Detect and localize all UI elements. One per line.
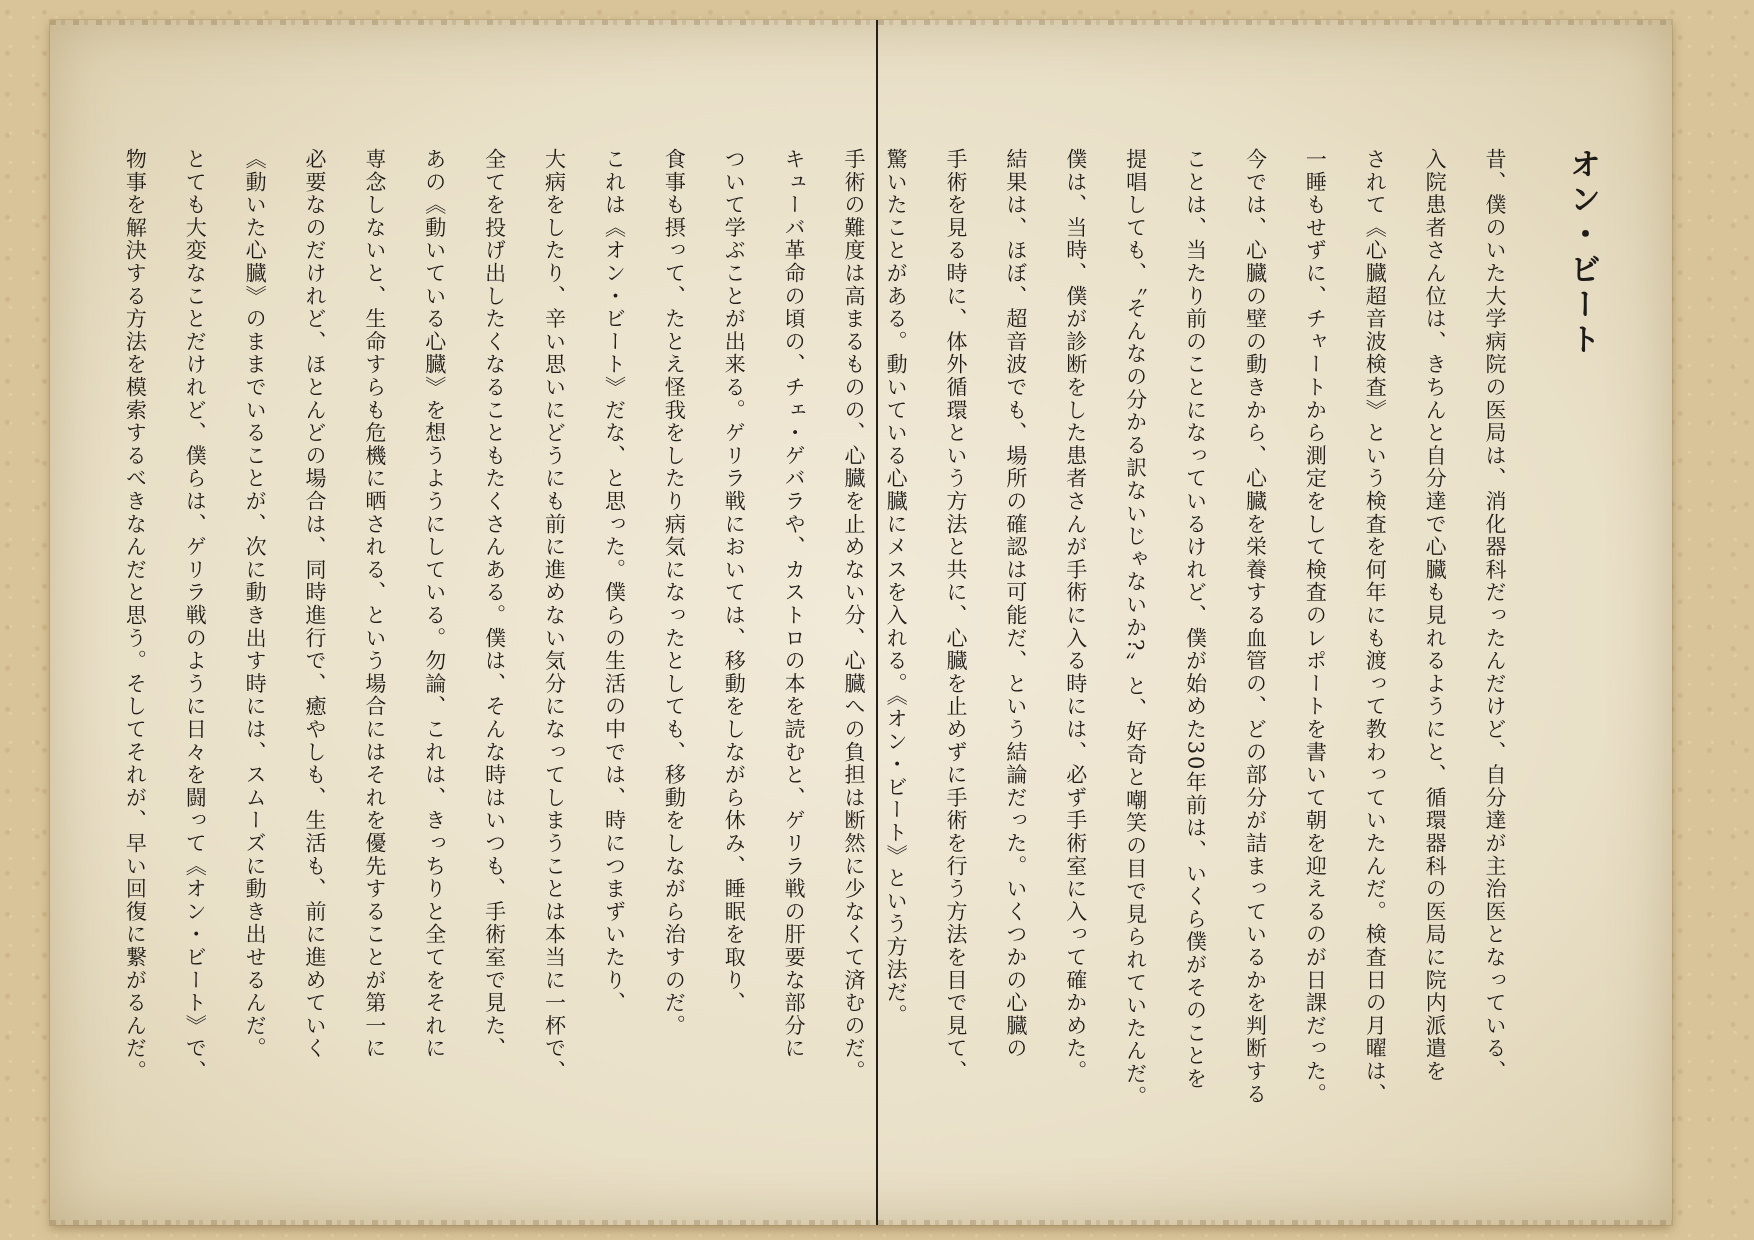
text-line: これは《オン・ビート》だな、と思った。僕らの生活の中では、時につまずいたり、 xyxy=(602,148,627,1015)
right-page-text xyxy=(885,148,1505,1208)
text-line: 提唱しても、〝そんなの分かる訳ないじゃないか?〟と、好奇と嘲笑の目で見られていたんだ。 xyxy=(1123,148,1148,1109)
text-line: 入院患者さん位は、きちんと自分達で心臓も見れるようにと、循環器科の医局に院内派遣を xyxy=(1423,148,1448,1083)
text-line: 一睡もせずに、チャートから測定をして検査のレポートを書いて朝を迎えるのが日課だった。 xyxy=(1303,148,1328,1106)
text-line: 手術を見る時に、体外循環という方法と共に、心臓を止めずに手術を行う方法を目で見て、 xyxy=(943,148,968,1083)
left-page xyxy=(106,148,864,1208)
text-line: 手術の難度は高まるものの、心臓を止めない分、心臓への負担は断然に少なくて済むのだ。 xyxy=(842,148,866,1083)
text-line: されて《心臓超音波検査》という検査を何年にも渡って教わっていたんだ。検査日の月曜は、 xyxy=(1363,148,1388,1106)
text-line: 僕は、当時、僕が診断をした患者さんが手術に入る時には、必ず手術室に入って確かめた。 xyxy=(1063,148,1088,1083)
text-line: ついて学ぶことが出来る。ゲリラ戦においては、移動をしながら休み、睡眠を取り、 xyxy=(722,148,747,1015)
right-page xyxy=(880,148,1600,1208)
text-line: 結果は、ほぼ、超音波でも、場所の確認は可能だ、という結論だった。いくつかの心臓の xyxy=(1003,148,1028,1060)
text-line: 全てを投げ出したくなることもたくさんある。僕は、そんな時はいつも、手術室で見た、 xyxy=(482,148,507,1060)
text-line: 驚いたことがある。動いている心臓にメスを入れる。《オン・ビート》という方法だ。 xyxy=(884,148,909,1027)
text-line: 物事を解決する方法を模索するべきなんだと思う。そしてそれが、早い回復に繋がるんだ。 xyxy=(123,148,148,1083)
left-page-text xyxy=(124,148,864,1208)
text-line: ことは、当たり前のことになっているけれど、僕が始めた30年前は、いくら僕がそのことを xyxy=(1183,148,1208,1091)
text-line: キューバ革命の頃の、チェ・ゲバラや、カストロの本を読むと、ゲリラ戦の肝要な部分に xyxy=(782,148,807,1060)
text-line: 食事も摂って、たとえ怪我をしたり病気になったとしても、移動をしながら治すのだ。 xyxy=(662,148,687,1038)
text-line: 専念しないと、生命すらも危機に晒される、という場合にはそれを優先することが第一に xyxy=(362,148,387,1060)
essay-title: オン・ビート xyxy=(1564,148,1600,358)
text-line: とても大変なことだけれど、僕らは、ゲリラ戦のように日々を闘って《オン・ビート》で、 xyxy=(183,148,208,1083)
text-line: 必要なのだけれど、ほとんどの場合は、同時進行で、癒やしも、生活も、前に進めていく xyxy=(302,148,327,1060)
text-line: 大病をしたり、辛い思いにどうにも前に進めない気分になってしまうことは本当に一杯で、 xyxy=(542,148,567,1083)
center-divider-line xyxy=(876,20,878,1225)
text-line: あの《動いている心臓》を想うようにしている。勿論、これは、きっちりと全てをそれに xyxy=(422,148,447,1060)
text-line: 昔、僕のいた大学病院の医局は、消化器科だったんだけど、自分達が主治医となっている、 xyxy=(1483,148,1507,1083)
text-line: 《動いた心臓》のままでいることが、次に動き出す時には、スムーズに動き出せるんだ。 xyxy=(243,148,268,1060)
text-line: 今では、心臓の壁の動きから、心臓を栄養する血管の、どの部分が詰まっているかを判断する xyxy=(1243,148,1268,1106)
